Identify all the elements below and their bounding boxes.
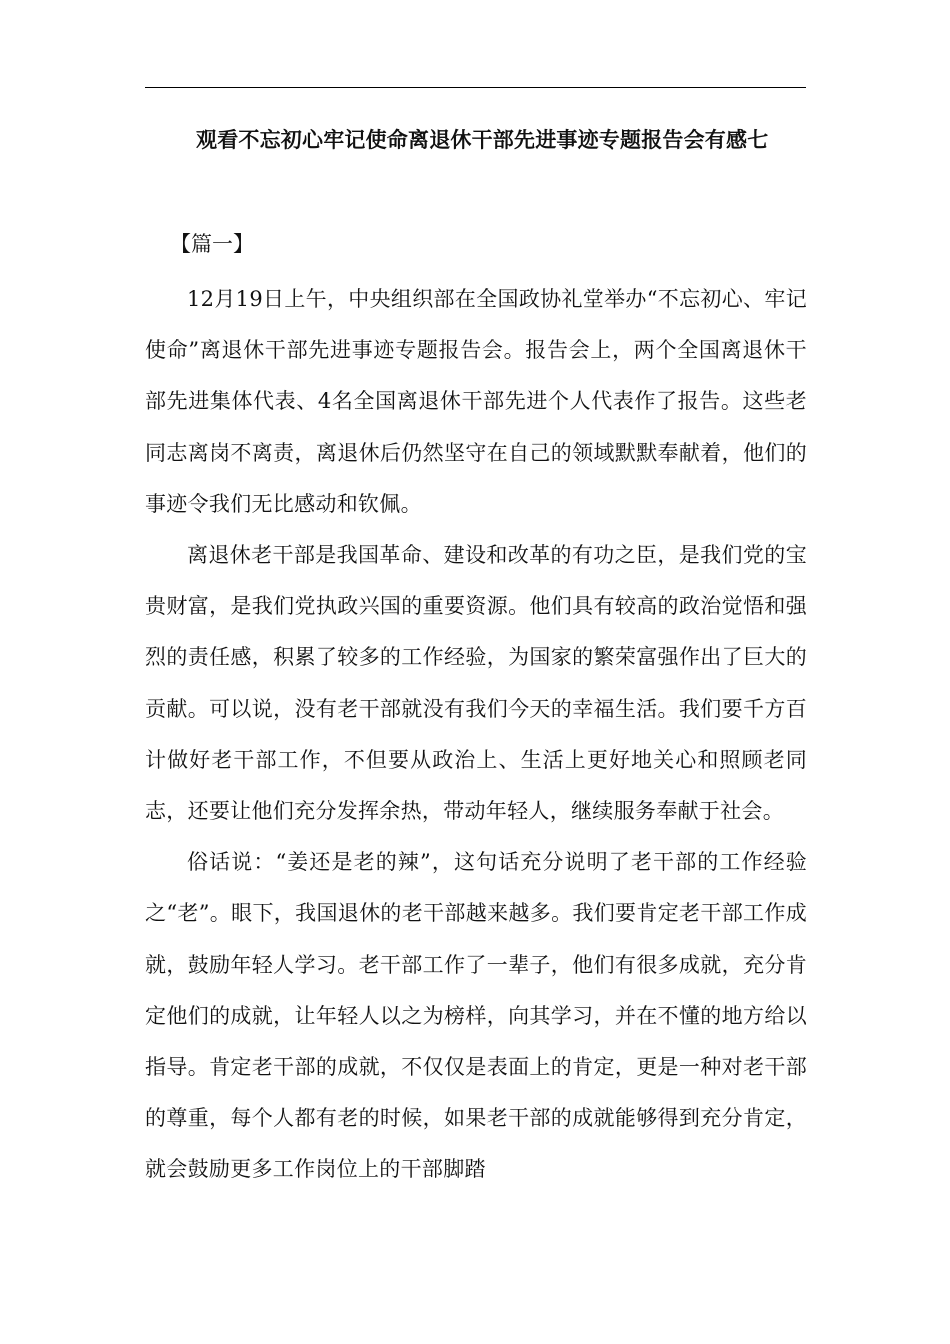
- body-text: [145, 274, 807, 1196]
- document-title: 观看不忘初心牢记使命离退休干部先进事迹专题报告会有感七: [196, 128, 769, 152]
- paragraph-3: 俗话说：“姜还是老的辣”，这句话充分说明了老干部的工作经验之“老”。眼下，我国退休的老干部越来越多。我们要肯定老干部工作成就，鼓励年轻人学习。老干部工作了一辈子，他们有很多成就，充分肯定他们的成就，让年轻人以之为榜样，向其学习，并在不懂的地方给以指导。肯定老干部的成就，不仅仅是表面上的肯定，更是一种对老干部的尊重，每个人都有老的时候，如果老干部的成就能够得到充分肯定，就会鼓励更多工作岗位上的干部脚踏: [145, 850, 807, 1182]
- paragraph-2: 离退休老干部是我国革命、建设和改革的有功之臣，是我们党的宝贵财富，是我们党执政兴国的重要资源。他们具有较高的政治觉悟和强烈的责任感，积累了较多的工作经验，为国家的繁荣富强作出了巨大的贡献。可以说，没有老干部就没有我们今天的幸福生活。我们要千方百计做好老干部工作，不但要从政治上、生活上更好地关心和照顾老同志，还要让他们充分发挥余热，带动年轻人，继续服务奉献于社会。: [145, 543, 807, 824]
- header-rule: [145, 87, 806, 88]
- paragraph-1: 12月19日上午，中央组织部在全国政协礼堂举办“不忘初心、牢记使命”离退休干部先进事迹专题报告会。报告会上，两个全国离退休干部先进集体代表、4名全国离退休干部先进个人代表作了报告。这些老同志离岗不离责，离退休后仍然坚守在自己的领域默默奉献着，他们的事迹令我们无比感动和钦佩。: [145, 287, 807, 516]
- section-heading: 【篇一】: [170, 232, 254, 256]
